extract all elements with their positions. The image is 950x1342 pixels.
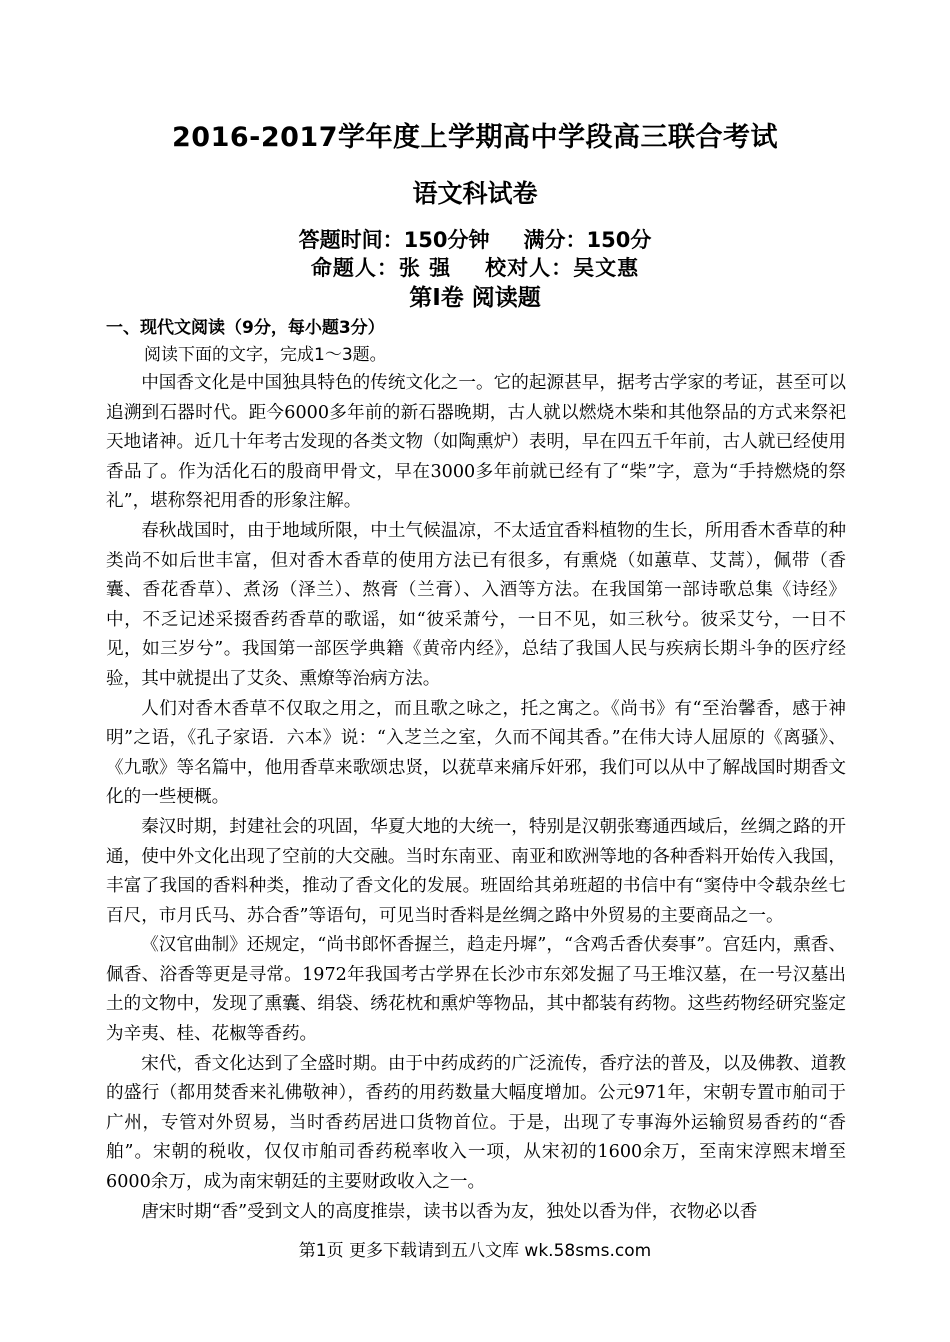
exam-time-score-line	[0, 226, 950, 254]
exam-proofreader: 校对人：吴文惠	[485, 256, 640, 280]
passage-paragraph: 《汉官曲制》还规定，“尚书郎怀香握兰，趋走丹墀”，“含鸡舌香伏奏事”。宫廷内，熏香、佩香、浴香等更是寻常。1972年我国考古学界在长沙市东郊发掘了马王堆汉墓，在一号汉墓出土的文物中，发现了熏囊、绢袋、绣花枕和熏炉等物品，其中都装有药物。这些药物经研究鉴定为辛夷、桂、花椒等香药。	[106, 935, 846, 1045]
section-heading: 一、现代文阅读（9分，每小题3分）	[106, 318, 385, 338]
volume-heading: 第Ⅰ卷 阅读题	[409, 285, 541, 311]
reading-passage	[106, 369, 846, 1227]
passage-paragraph: 宋代，香文化达到了全盛时期。由于中药成药的广泛流传，香疗法的普及，以及佛教、道教的盛行（都用焚香来礼佛敬神），香药的用药数量大幅度增加。公元971年，宋朝专置市舶司于广州，专管对外贸易，当时香药居进口货物首位。于是，出现了专事海外运输贸易香药的“香舶”。宋朝的税收，仅仅市舶司香药税率收入一项，从宋初的1600余万，至南宋淳熙末增至6000余万，成为南宋朝廷的主要财政收入之一。	[106, 1053, 846, 1193]
passage-paragraph: 秦汉时期，封建社会的巩固，华夏大地的大统一，特别是汉朝张骞通西域后，丝绸之路的开通，使中外文化出现了空前的大交融。当时东南亚、南亚和欧洲等地的各种香料开始传入我国，丰富了我国的香料种类，推动了香文化的发展。班固给其弟班超的书信中有“窦侍中令载杂丝七百尺，市月氏马、苏合香”等语句，可见当时香料是丝绸之路中外贸易的主要商品之一。	[106, 816, 846, 926]
passage-paragraph: 中国香文化是中国独具特色的传统文化之一。它的起源甚早，据考古学家的考证，甚至可以追溯到石器时代。距今6000多年前的新石器晚期，古人就以燃烧木柴和其他祭品的方式来祭祀天地诸神。近几十年考古发现的各类文物（如陶熏炉）表明，早在四五千年前，古人就已经使用香品了。作为活化石的殷商甲骨文，早在3000多年前就已经有了“柴”字，意为“手持燃烧的祭礼”，堪称祭祀用香的形象注解。	[106, 373, 846, 512]
exam-time: 答题时间：150分钟	[298, 228, 490, 252]
exam-author: 命题人：张 强	[310, 256, 452, 280]
exam-full-score: 满分：150分	[523, 228, 652, 252]
page-footer: 第1页 更多下载请到五八文库 wk.58sms.com	[298, 1241, 652, 1261]
exam-subtitle: 语文科试卷	[412, 179, 538, 208]
exam-staff-line	[0, 254, 950, 282]
exam-title: 2016-2017学年度上学期高中学段高三联合考试	[172, 122, 778, 153]
passage-paragraph: 唐宋时期“香”受到文人的高度推崇，读书以香为友，独处以香为伴，衣物必以香	[141, 1201, 758, 1222]
section-instruction: 阅读下面的文字，完成1～3题。	[144, 345, 387, 365]
passage-paragraph: 人们对香木香草不仅取之用之，而且歌之咏之，托之寓之。《尚书》有“至治馨香，感于神明”之语，《孔子家语．六本》说：“入芝兰之室，久而不闻其香。”在伟大诗人屈原的《离骚》、《九歌》等名篇中，他用香草来歌颂忠贤，以莸草来痛斥奸邪，我们可以从中了解战国时期香文化的一些梗概。	[106, 698, 846, 808]
passage-paragraph: 春秋战国时，由于地域所限，中土气候温凉，不太适宜香料植物的生长，所用香木香草的种类尚不如后世丰富，但对香木香草的使用方法已有很多，有熏烧（如蕙草、艾蒿），佩带（香囊、香花香草）、煮汤（泽兰）、熬膏（兰膏）、入酒等方法。在我国第一部诗歌总集《诗经》中，不乏记述采掇香药香草的歌谣，如“彼采萧兮，一日不见，如三秋兮。彼采艾兮，一日不见，如三岁兮”。我国第一部医学典籍《黄帝内经》，总结了我国人民与疾病长期斗争的医疗经验，其中就提出了艾灸、熏燎等治病方法。	[106, 520, 846, 689]
